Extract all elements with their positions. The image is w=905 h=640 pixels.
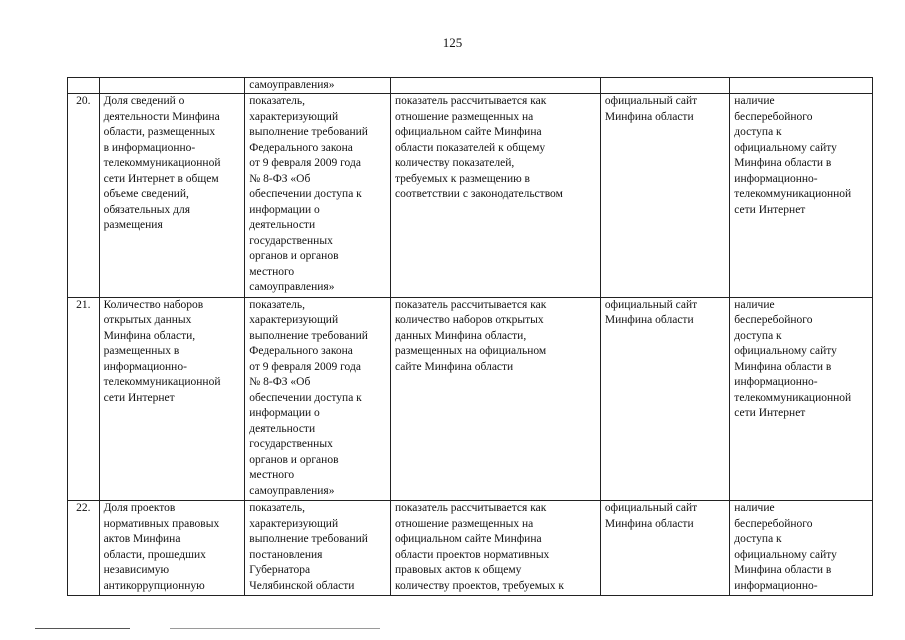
cell-data-source: официальный сайт Минфина области (600, 94, 729, 298)
cell-indicator-type: показатель, характеризующий выполнение требований Федерального закона от 9 февраля 2009 года № 8-ФЗ «Об обеспечении доступа к информации о деятельности государственных органов и органов местного самоуправления» (245, 94, 391, 298)
cell-calculation-method: показатель рассчитывается как отношение размещенных на официальном сайте Минфина области показателей к общему количеству показателей, требуемых к размещению в соответствии с законодательством (390, 94, 600, 298)
cell-condition: наличие бесперебойного доступа к официальному сайту Минфина области в информационно- телекоммуникационной сети Интернет (730, 94, 873, 298)
footer-rule-left (35, 628, 130, 629)
cell-data-source: официальный сайт Минфина области (600, 501, 729, 596)
cell-indicator-type: показатель, характеризующий выполнение требований Федерального закона от 9 февраля 2009 года № 8-ФЗ «Об обеспечении доступа к информации о деятельности государственных органов и органов местного самоуправления» (245, 297, 391, 501)
page-number: 125 (442, 35, 463, 50)
cell-indicator-name: Доля проектов нормативных правовых актов Минфина области, прошедших независимую антикоррупционную (99, 501, 245, 596)
cell-calculation-method (390, 78, 600, 94)
cell-indicator-name: Доля сведений о деятельности Минфина области, размещенных в информационно- телекоммуникационной сети Интернет в общем объеме сведений, обязательных для размещения (99, 94, 245, 298)
cell-indicator-type: показатель, характеризующий выполнение требований постановления Губернатора Челябинской области (245, 501, 391, 596)
cell-indicator-name (99, 78, 245, 94)
table-row (68, 94, 873, 298)
cell-condition: наличие бесперебойного доступа к официальному сайту Минфина области в информационно- телекоммуникационной сети Интернет (730, 297, 873, 501)
cell-num (68, 78, 100, 94)
cell-data-source: официальный сайт Минфина области (600, 297, 729, 501)
table-row (68, 297, 873, 501)
indicators-table (67, 77, 873, 596)
cell-condition: наличие бесперебойного доступа к официальному сайту Минфина области в информационно- (730, 501, 873, 596)
cell-data-source (600, 78, 729, 94)
cell-num: 20. (68, 94, 100, 298)
cell-calculation-method: показатель рассчитывается как количество наборов открытых данных Минфина области, размещенных на официальном сайте Минфина области (390, 297, 600, 501)
cell-num: 21. (68, 297, 100, 501)
cell-num: 22. (68, 501, 100, 596)
table-row (68, 501, 873, 596)
table-row-continuation (68, 78, 873, 94)
cell-calculation-method: показатель рассчитывается как отношение размещенных на официальном сайте Минфина области проектов нормативных правовых актов к общему количеству проектов, требуемых к (390, 501, 600, 596)
cell-indicator-type: самоуправления» (245, 78, 391, 94)
cell-condition (730, 78, 873, 94)
cell-indicator-name: Количество наборов открытых данных Минфина области, размещенных в информационно- телекоммуникационной сети Интернет (99, 297, 245, 501)
footer-rule-right (170, 628, 380, 629)
